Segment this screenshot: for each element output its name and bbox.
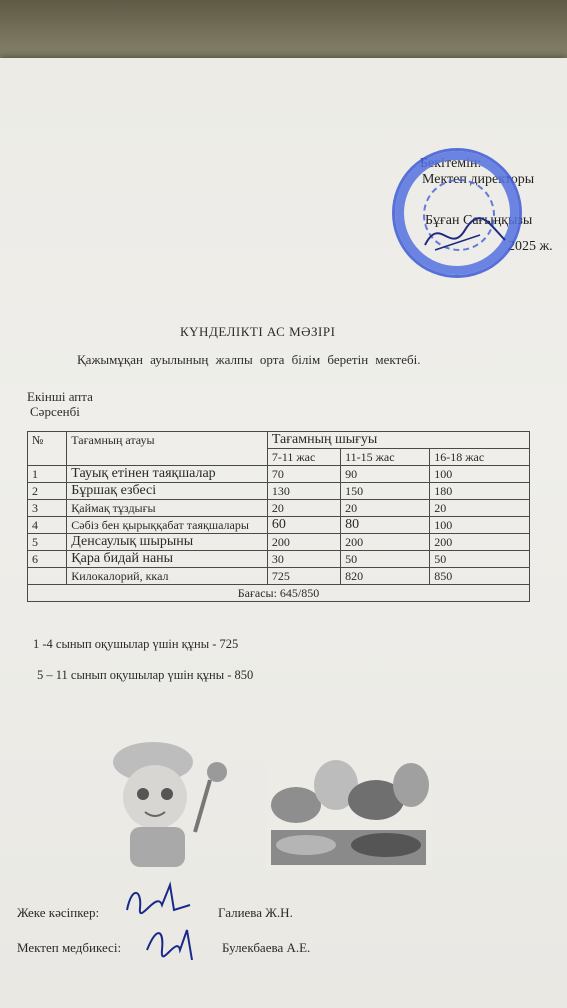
- row-value-16-18: 50: [430, 551, 530, 568]
- nurse-label: Мектеп медбикесі:: [17, 940, 122, 955]
- row-number: 4: [28, 517, 67, 534]
- approval-heading: Бекітемін:: [420, 156, 482, 171]
- row-value-11-15: 200: [341, 534, 430, 551]
- row-value-7-11: 20: [267, 500, 340, 517]
- row-dish-name: Килокалорий, ккал: [67, 568, 268, 585]
- row-value-11-15: 20: [341, 500, 430, 517]
- row-dish-name: Тауық етінен таяқшалар: [67, 466, 268, 483]
- day-label: Сәрсенбі: [30, 404, 80, 419]
- row-value-16-18: 100: [430, 466, 530, 483]
- row-value-16-18: 100: [430, 517, 530, 534]
- entrepreneur-name: Галиева Ж.Н.: [218, 905, 293, 920]
- row-number: 6: [28, 551, 67, 568]
- row-value-11-15: 80: [341, 517, 430, 534]
- row-value-11-15: 150: [341, 483, 430, 500]
- header-number: №: [28, 432, 67, 466]
- row-number: 3: [28, 500, 67, 517]
- row-value-16-18: 180: [430, 483, 530, 500]
- row-value-7-11: 725: [267, 568, 340, 585]
- approval-director-name: Бұған Сағыңқызы: [425, 213, 533, 228]
- row-dish-name: Бұршақ езбесі: [67, 483, 268, 500]
- row-value-11-15: 50: [341, 551, 430, 568]
- header-age-7-11: 7-11 жас: [267, 449, 340, 466]
- header-yield: Тағамның шығуы: [267, 432, 529, 449]
- cartoon-chef-image: [95, 732, 235, 872]
- price-grade-1-4: 1 -4 сынып оқушылар үшін құны - 725: [33, 637, 239, 651]
- page-title: КҮНДЕЛІКТІ АС МӘЗІРІ: [180, 324, 336, 339]
- row-value-7-11: 130: [267, 483, 340, 500]
- row-value-11-15: 90: [341, 466, 430, 483]
- week-label: Екінші апта: [27, 389, 93, 404]
- director-signature: [420, 205, 510, 265]
- entrepreneur-signature: [122, 880, 192, 920]
- price-grade-5-11: 5 – 11 сынып оқушылар үшін құны - 850: [37, 668, 254, 682]
- header-age-11-15: 11-15 жас: [341, 449, 430, 466]
- menu-table: [27, 431, 530, 602]
- row-number: 2: [28, 483, 67, 500]
- table-row: [28, 551, 530, 568]
- table-row: [28, 517, 530, 534]
- row-dish-name: Қара бидай наны: [67, 551, 268, 568]
- table-row: [28, 534, 530, 551]
- table-row: [28, 500, 530, 517]
- approval-position: Мектеп директоры: [422, 172, 535, 187]
- row-value-7-11: 30: [267, 551, 340, 568]
- row-value-7-11: 70: [267, 466, 340, 483]
- row-value-16-18: 200: [430, 534, 530, 551]
- nurse-signature: [142, 920, 202, 965]
- row-number: 1: [28, 466, 67, 483]
- row-value-7-11: 200: [267, 534, 340, 551]
- row-number: 5: [28, 534, 67, 551]
- header-dish-name: Тағамның атауы: [67, 432, 268, 466]
- row-value-16-18: 850: [430, 568, 530, 585]
- header-age-16-18: 16-18 жас: [430, 449, 530, 466]
- row-value-11-15: 820: [341, 568, 430, 585]
- table-row: [28, 483, 530, 500]
- row-value-16-18: 20: [430, 500, 530, 517]
- row-number: [28, 568, 67, 585]
- vegetables-photo: [266, 745, 432, 870]
- school-name: Қажымұқан ауылының жалпы орта білім беретін мектебі.: [77, 352, 421, 367]
- price-cell: Бағасы: 645/850: [28, 585, 530, 602]
- row-dish-name: Денсаулық шырыны: [67, 534, 268, 551]
- table-price-row: [28, 585, 530, 602]
- row-value-7-11: 60: [267, 517, 340, 534]
- nurse-name: Булекбаева А.Е.: [222, 940, 311, 955]
- approval-date: 2025 ж.: [508, 239, 553, 254]
- table-row-calories: [28, 568, 530, 585]
- entrepreneur-label: Жеке кәсіпкер:: [17, 905, 100, 920]
- row-dish-name: Қаймақ тұздығы: [67, 500, 268, 517]
- row-dish-name: Сәбіз бен қырыққабат таяқшалары: [67, 517, 268, 534]
- table-row: [28, 466, 530, 483]
- table-header-row: [28, 432, 530, 449]
